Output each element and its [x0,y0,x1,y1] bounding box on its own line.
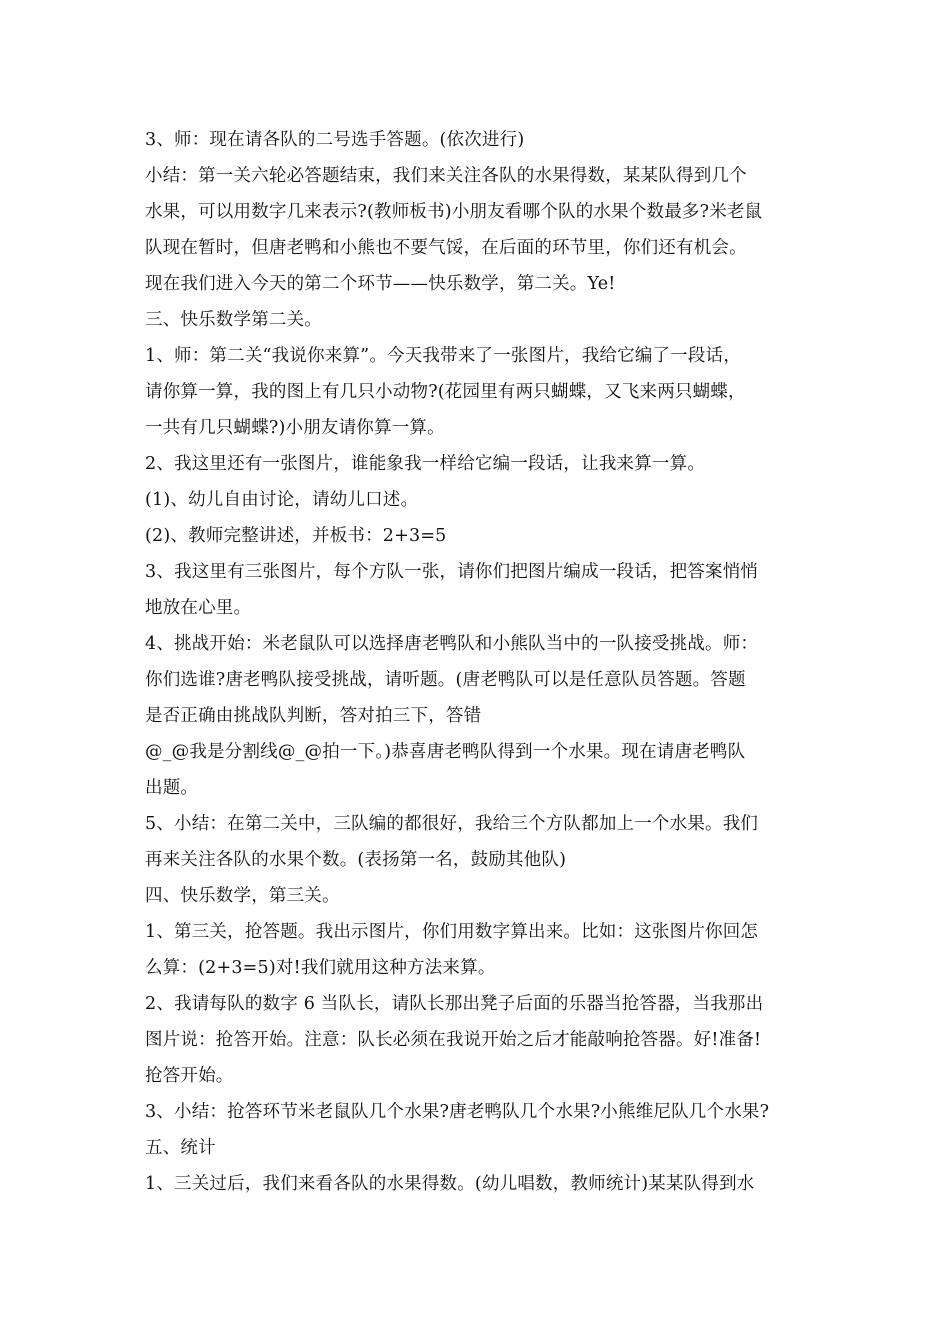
text-line: (2)、教师完整讲述，并板书：2+3=5 [145,526,447,546]
text-line: 2、我请每队的数字 6 当队长，请队长那出凳子后面的乐器当抢答器，当我那出 [145,994,764,1014]
text-line: 5、小结：在第二关中，三队编的都很好，我给三个方队都加上一个水果。我们 [145,814,759,834]
section-heading: 三、快乐数学第二关。 [145,310,322,330]
text-line: 一共有几只蝴蝶?)小朋友请你算一算。 [145,418,445,438]
text-line: 水果，可以用数字几来表示?(教师板书)小朋友看哪个队的水果个数最多?米老鼠 [145,202,763,222]
text-line: 1、三关过后，我们来看各队的水果得数。(幼儿唱数，教师统计)某某队得到水 [145,1174,755,1194]
text-line: 队现在暂时，但唐老鸭和小熊也不要气馁，在后面的环节里，你们还有机会。 [145,238,747,258]
text-line: 1、师：第二关“我说你来算”。今天我带来了一张图片，我给它编了一段话， [145,346,742,366]
text-line: 出题。 [145,778,199,798]
text-line: 你们选谁?唐老鸭队接受挑战，请听题。(唐老鸭队可以是任意队员答题。答题 [145,670,746,690]
section-heading: 五、统计 [145,1138,216,1158]
text-line: (1)、幼儿自由讨论，请幼儿口述。 [145,490,419,510]
text-line: 3、师：现在请各队的二号选手答题。(依次进行) [145,130,525,150]
text-line: 3、小结：抢答环节米老鼠队几个水果?唐老鸭队几个水果?小熊维尼队几个水果? [145,1102,770,1122]
text-line: 2、我这里还有一张图片，谁能象我一样给它编一段话，让我来算一算。 [145,454,706,474]
text-line: 是否正确由挑战队判断，答对拍三下，答错 [145,706,482,726]
text-line: 3、我这里有三张图片，每个方队一张，请你们把图片编成一段话，把答案悄悄 [145,562,759,582]
text-line: 4、挑战开始：米老鼠队可以选择唐老鸭队和小熊队当中的一队接受挑战。师： [145,634,759,654]
text-line: 1、第三关，抢答题。我出示图片，你们用数字算出来。比如：这张图片你回怎 [145,922,759,942]
document-page [145,122,810,1202]
text-line: 请你算一算，我的图上有几只小动物?(花园里有两只蝴蝶，又飞来两只蝴蝶， [145,382,746,402]
section-heading: 四、快乐数学，第三关。 [145,886,340,906]
text-line: 再来关注各队的水果个数。(表扬第一名，鼓励其他队) [145,850,567,870]
text-line: 抢答开始。 [145,1066,234,1086]
text-line: 小结：第一关六轮必答题结束，我们来关注各队的水果得数，某某队得到几个 [145,166,747,186]
text-line: 现在我们进入今天的第二个环节——快乐数学，第二关。Ye! [145,274,616,294]
text-line: @_@我是分割线@_@拍一下。)恭喜唐老鸭队得到一个水果。现在请唐老鸭队 [145,742,746,762]
text-line: 图片说：抢答开始。注意：队长必须在我说开始之后才能敲响抢答器。好!准备! [145,1030,762,1050]
text-line: 地放在心里。 [145,598,252,618]
text-line: 么算：(2+3=5)对!我们就用这种方法来算。 [145,958,496,978]
